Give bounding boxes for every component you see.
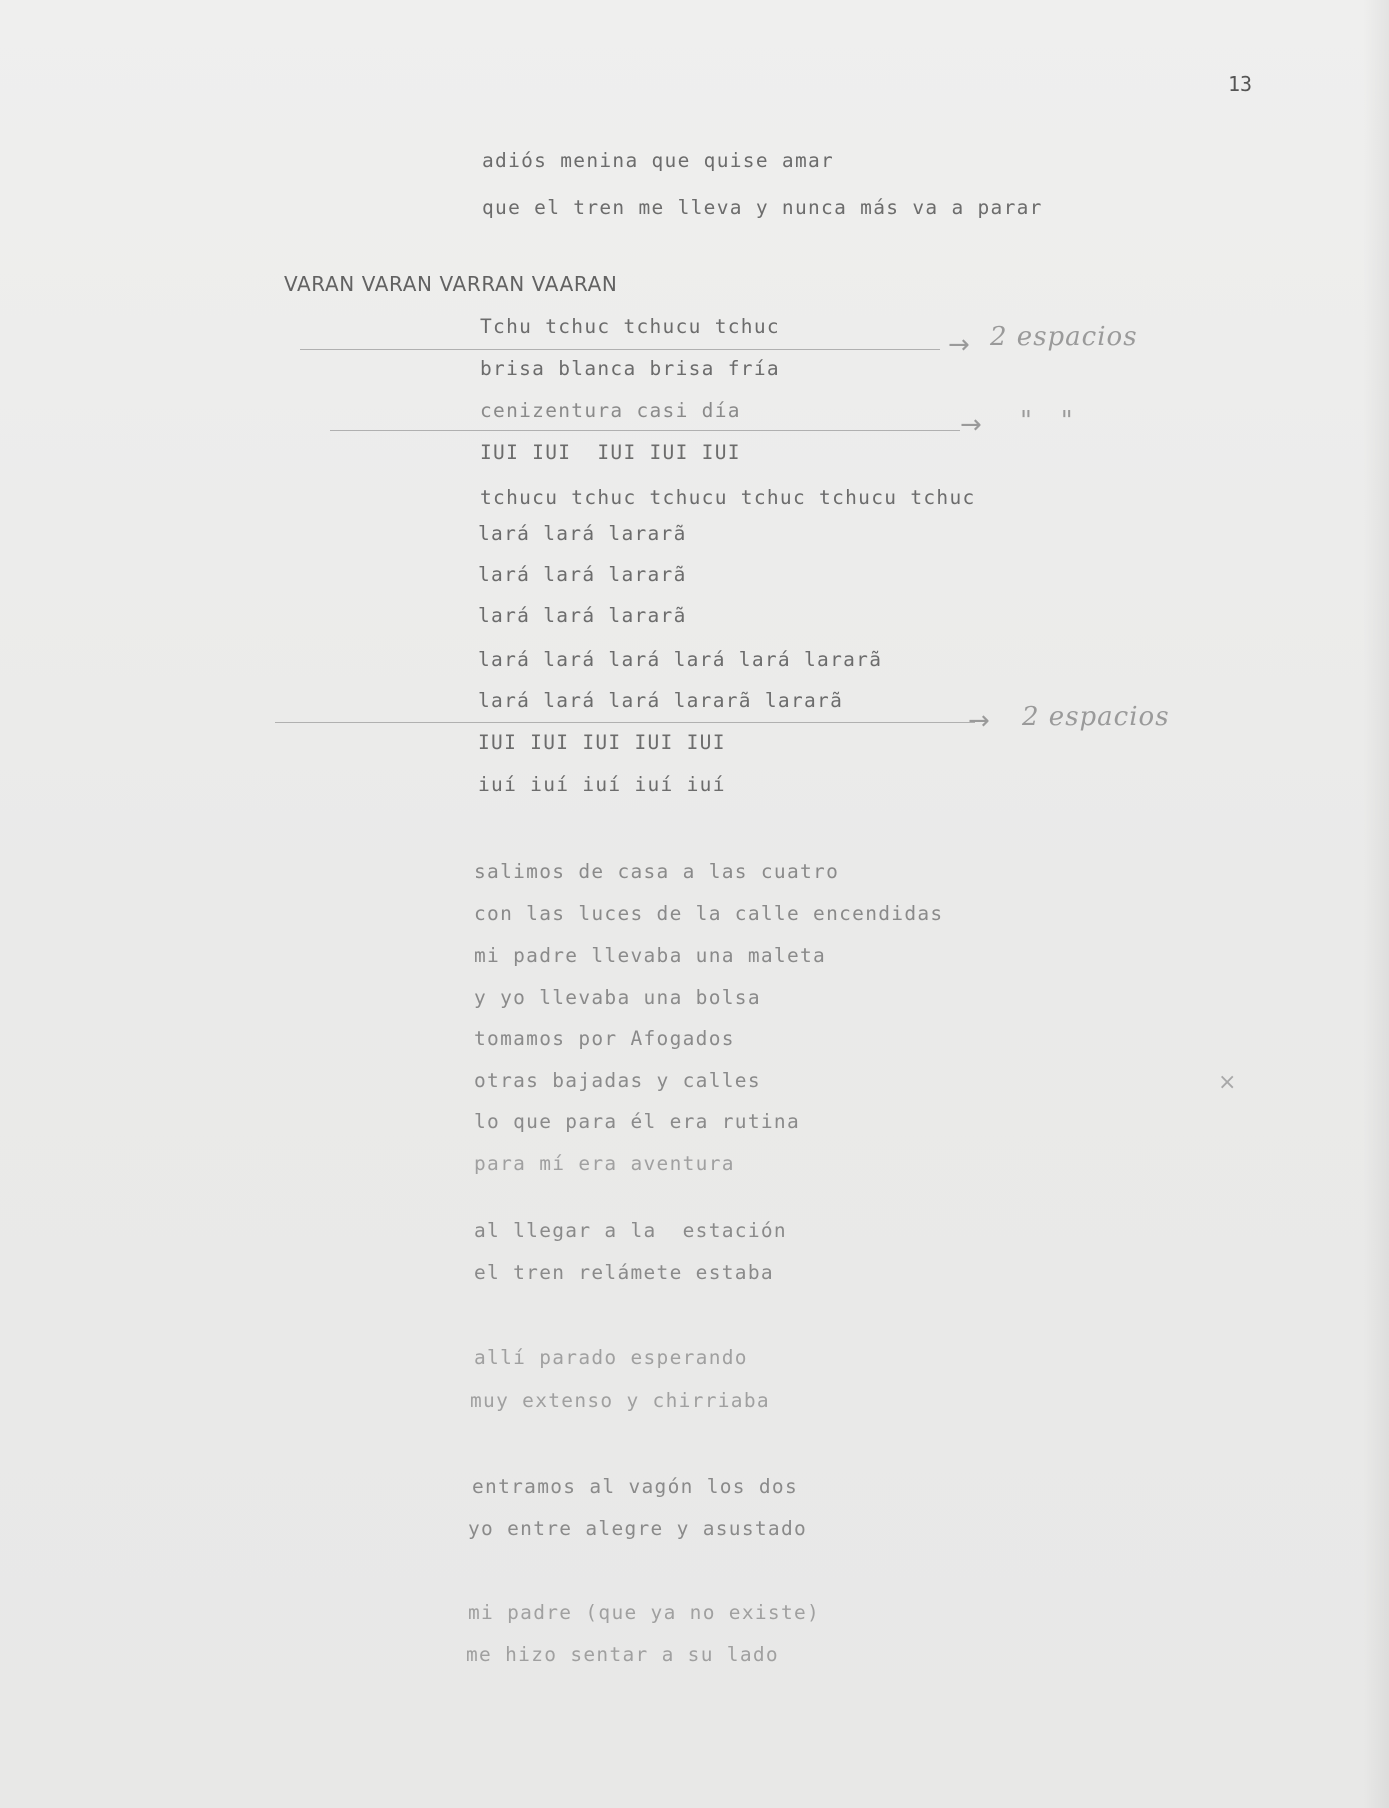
paper-edge-shadow	[1363, 0, 1389, 1808]
heading-varan: VARAN VARAN VARRAN VAARAN	[284, 272, 618, 296]
stanza1-line-12: iuí iuí iuí iuí iuí	[478, 773, 726, 796]
stanza6-line-2: me hizo sentar a su lado	[466, 1643, 779, 1666]
intro-line-1: adiós menina que quise amar	[482, 149, 835, 172]
annotation-note-1: 2 espacios	[990, 322, 1138, 352]
stanza2-line-4: y yo llevaba una bolsa	[474, 986, 761, 1009]
stanza1-line-4: IUI IUI IUI IUI IUI	[480, 441, 741, 464]
pencil-guide-line-2	[330, 430, 960, 431]
stanza1-line-10: lará lará lará lararã lararã	[478, 689, 844, 712]
intro-line-2: que el tren me lleva y nunca más va a parar	[482, 196, 1043, 219]
stanza1-line-2: brisa blanca brisa fría	[480, 357, 780, 380]
annotation-arrow-2: →	[960, 410, 982, 440]
stanza5-line-2: yo entre alegre y asustado	[468, 1517, 808, 1540]
stanza2-line-7: lo que para él era rutina	[474, 1110, 800, 1133]
stanza4-line-2: muy extenso y chirriaba	[470, 1389, 770, 1412]
stanza2-line-3: mi padre llevaba una maleta	[474, 944, 827, 967]
stanza5-line-1: entramos al vagón los dos	[472, 1475, 798, 1498]
pencil-cross-mark: ×	[1218, 1070, 1237, 1095]
stanza1-line-11: IUI IUI IUI IUI IUI	[478, 731, 726, 754]
stanza1-line-7: lará lará lararã	[478, 563, 687, 586]
stanza2-line-8: para mí era aventura	[474, 1152, 735, 1175]
annotation-arrow-1: →	[948, 330, 970, 360]
stanza1-line-3: cenizentura casi día	[480, 399, 741, 422]
stanza1-line-9: lará lará lará lará lará lararã	[478, 648, 883, 671]
stanza4-line-1: allí parado esperando	[474, 1346, 748, 1369]
stanza6-line-1: mi padre (que ya no existe)	[468, 1601, 821, 1624]
pencil-guide-line-1	[300, 349, 940, 350]
stanza2-line-6: otras bajadas y calles	[474, 1069, 761, 1092]
stanza3-line-1: al llegar a la estación	[474, 1219, 787, 1242]
stanza1-line-6: lará lará lararã	[478, 522, 687, 545]
stanza2-line-1: salimos de casa a las cuatro	[474, 860, 840, 883]
stanza2-line-2: con las luces de la calle encendidas	[474, 902, 944, 925]
stanza1-line-5: tchucu tchuc tchucu tchuc tchucu tchuc	[480, 486, 976, 509]
annotation-note-2: " "	[1020, 406, 1074, 436]
stanza1-line-8: lará lará lararã	[478, 604, 687, 627]
stanza1-line-1: Tchu tchuc tchucu tchuc	[480, 315, 780, 338]
annotation-arrow-3: →	[968, 706, 990, 736]
annotation-note-3: 2 espacios	[1022, 702, 1170, 732]
stanza2-line-5: tomamos por Afogados	[474, 1027, 735, 1050]
stanza3-line-2: el tren relámete estaba	[474, 1261, 774, 1284]
page-number: 13	[1228, 72, 1253, 96]
pencil-guide-line-3	[275, 722, 975, 723]
